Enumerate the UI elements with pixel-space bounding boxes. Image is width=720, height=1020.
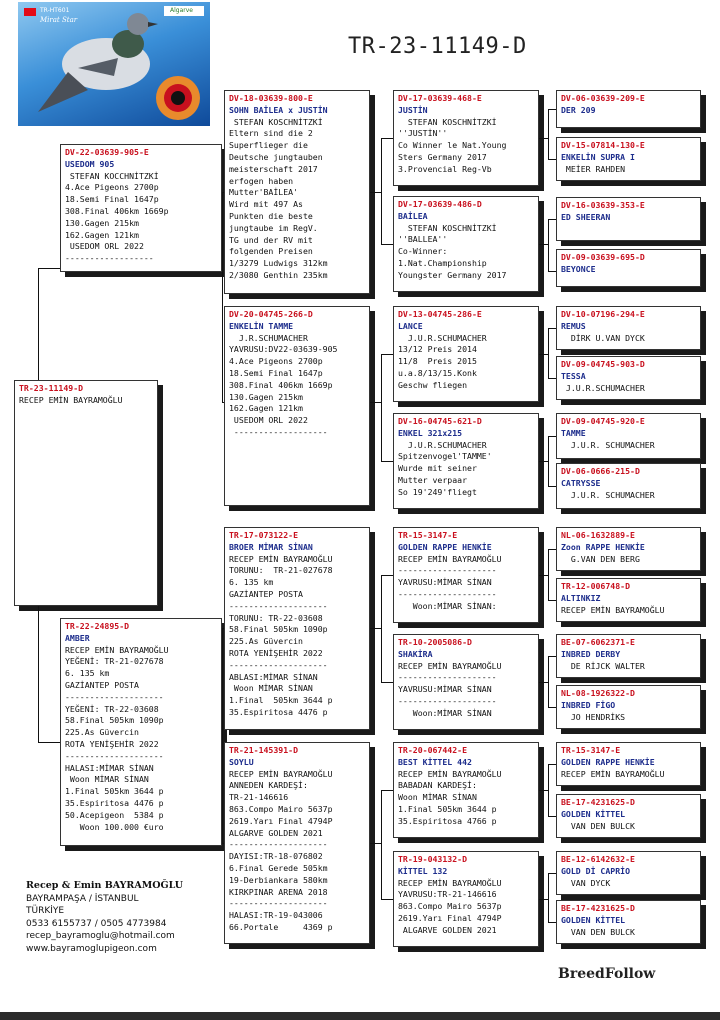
- info-line: meisterschaft 2017: [229, 163, 318, 174]
- bird-name: SHAKİRA: [398, 648, 433, 659]
- info-line: 225.As Güvercin: [65, 727, 139, 738]
- info-line: 18.Semi Final 1647p: [65, 194, 159, 205]
- connector-line: [548, 271, 556, 272]
- connector-line: [222, 192, 223, 402]
- connector-line: [548, 656, 556, 657]
- ring-number: DV-22-03639-905-E: [65, 147, 149, 157]
- info-line: 162.Gagen 121km: [229, 403, 303, 414]
- info-line: G.VAN DEN BERG: [561, 553, 640, 564]
- ring-number: TR-22-24895-D: [65, 621, 130, 631]
- info-line: RECEP EMİN BAYRAMOĞLU: [398, 660, 502, 671]
- bird-name: ED SHEERAN: [561, 211, 611, 222]
- info-line: RECEP EMİN BAYRAMOĞLU: [229, 553, 333, 564]
- sire-box: [60, 144, 222, 272]
- subject-box: [14, 380, 158, 606]
- info-line: 3.Provencial Reg-Vb: [398, 163, 492, 174]
- great-great-grandparent-box: [556, 306, 701, 350]
- great-great-grandparent-box: [556, 794, 701, 838]
- great-great-grandparent-box: [556, 578, 701, 622]
- owner-info: [26, 880, 183, 955]
- info-line: 66.Portale 4369 p: [229, 921, 333, 932]
- info-line: jungtaube im RegV.: [229, 222, 318, 233]
- bird-name: CATRYSSE: [561, 477, 601, 488]
- connector-line: [381, 461, 393, 462]
- info-line: Woon MİMAR SİNAN: [229, 683, 313, 694]
- connector-line: [548, 764, 556, 765]
- bird-name: JUSTİN: [398, 104, 428, 115]
- great-great-grandparent-box: [556, 90, 701, 128]
- info-line: Co Winner le Nat.Young: [398, 140, 507, 151]
- info-line: GAZİANTEP POSTA: [229, 588, 303, 599]
- info-line: 1.Final 505km 3644 p: [229, 695, 333, 706]
- brand-footer: BreedFollow: [558, 966, 656, 982]
- info-line: 308.Final 406km 1669p: [229, 379, 333, 390]
- info-line: YAVRUSU:DV22-03639-905: [229, 344, 338, 355]
- info-line: --------------------: [65, 750, 164, 761]
- connector-line: [38, 742, 60, 743]
- great-grandparent-box: [393, 196, 539, 292]
- great-great-grandparent-box: [556, 900, 701, 944]
- info-line: DE RİJCK WALTER: [561, 660, 645, 671]
- info-line: YAVRUSU:MİMAR SİNAN: [398, 684, 492, 695]
- ring-number: DV-15-07814-130-E: [561, 140, 645, 150]
- info-line: erfogen haben: [229, 175, 294, 186]
- info-line: KIRKPINAR ARENA 2018: [229, 886, 328, 897]
- info-line: 130.Gagen 215km: [65, 217, 139, 228]
- connector-line: [539, 138, 548, 139]
- info-line: 162.Gagen 121km: [65, 229, 139, 240]
- connector-line: [548, 600, 556, 601]
- info-line: 4.Ace Pigeons 2700p: [229, 356, 323, 367]
- info-line: YEĞENİ: TR-21-027678: [65, 656, 164, 667]
- ring-number: BE-17-4231625-D: [561, 797, 635, 807]
- info-line: Co-Winner:: [398, 246, 448, 257]
- bird-name: INBRED FİGO: [561, 699, 616, 710]
- bird-name: ALTINKIZ: [561, 592, 601, 603]
- connector-line: [539, 244, 548, 245]
- bird-name: ENKELİN TAMME: [229, 320, 294, 331]
- info-line: 1.Final 505km 3644 p: [65, 786, 164, 797]
- info-line: 35.Espiritosa 4476 p: [65, 797, 164, 808]
- bird-name: Zoon RAPPE HENKİE: [561, 541, 645, 552]
- connector-line: [222, 628, 224, 629]
- sire-sire-box: [224, 90, 370, 294]
- connector-line: [38, 606, 39, 742]
- ring-number: TR-23-11149-D: [19, 383, 84, 393]
- ring-number: TR-15-3147-E: [561, 745, 621, 755]
- connector-line: [548, 328, 549, 378]
- info-line: RECEP EMİN BAYRAMOĞLU: [561, 768, 665, 779]
- bird-name: SOYLU: [229, 756, 254, 767]
- great-great-grandparent-box: [556, 249, 701, 287]
- info-line: J.U.R. SCHUMACHER: [561, 439, 655, 450]
- info-line: 1.Final 505km 3644 p: [398, 803, 497, 814]
- info-line: J.U.R.SCHUMACHER: [398, 332, 487, 343]
- connector-line: [222, 402, 224, 403]
- connector-line: [370, 402, 381, 403]
- owner-phone: 0533 6155737 / 0505 4773984: [26, 918, 167, 929]
- ring-number: TR-19-043132-D: [398, 854, 468, 864]
- owner-line: TÜRKİYE: [26, 906, 65, 916]
- info-line: J.R.SCHUMACHER: [229, 332, 308, 343]
- info-line: ALGARVE GOLDEN 2021: [229, 827, 323, 838]
- info-line: -------------------: [229, 426, 328, 437]
- ring-number: DV-06-03639-209-E: [561, 93, 645, 103]
- connector-line: [539, 461, 548, 462]
- bird-name: DER 209: [561, 104, 596, 115]
- info-line: --------------------: [65, 691, 164, 702]
- connector-line: [381, 682, 393, 683]
- ring-number: TR-21-145391-D: [229, 745, 299, 755]
- info-line: VAN DEN BULCK: [561, 820, 635, 831]
- info-line: STEFAN KOCCHNİTZKİ: [65, 170, 159, 181]
- dam-sire-box: [224, 527, 370, 730]
- info-line: Mutter'BAİLEA': [229, 187, 299, 198]
- connector-line: [370, 192, 381, 193]
- ring-number: DV-16-04745-621-D: [398, 416, 482, 426]
- info-line: Woon 100.000 €uro: [65, 821, 164, 832]
- connector-line: [381, 790, 393, 791]
- great-great-grandparent-box: [556, 851, 701, 895]
- great-grandparent-box: [393, 413, 539, 509]
- connector-line: [539, 899, 548, 900]
- info-line: RECEP EMİN BAYRAMOĞLU: [19, 394, 123, 405]
- brand-small-text: TR-HT601: [40, 7, 70, 14]
- bottom-bar: [0, 1012, 720, 1020]
- info-line: Woon:MİMAR SİNAN:: [398, 600, 497, 611]
- ring-number: DV-13-04745-286-E: [398, 309, 482, 319]
- ring-number: DV-09-03639-695-D: [561, 252, 645, 262]
- info-line: HALASI:TR-19-043006: [229, 910, 323, 921]
- info-line: 1/3279 Ludwigs 312km: [229, 258, 328, 269]
- info-line: STEFAN KOSCHNİTZKİ: [398, 222, 497, 233]
- connector-line: [548, 764, 549, 816]
- connector-line: [548, 873, 556, 874]
- great-grandparent-box: [393, 527, 539, 623]
- info-line: 2619.Yarı Final 4794P: [229, 815, 333, 826]
- info-line: YEĞENİ: TR-22-03608: [65, 703, 159, 714]
- info-line: 863.Compo Mairo 5637p: [398, 901, 502, 912]
- owner-email[interactable]: recep_bayramoglu@hotmail.com: [26, 931, 175, 941]
- connector-line: [38, 268, 39, 380]
- info-line: Sters Germany 2017: [398, 151, 487, 162]
- connector-line: [548, 549, 549, 600]
- ring-number: DV-17-03639-468-E: [398, 93, 482, 103]
- bird-name: TESSA: [561, 370, 586, 381]
- info-line: RECEP EMİN BAYRAMOĞLU: [561, 604, 665, 615]
- info-line: Wurde mit seiner: [398, 463, 477, 474]
- info-line: So 19'249'fliegt: [398, 486, 477, 497]
- bird-name: GOLDEN KİTTEL: [561, 808, 626, 819]
- connector-line: [548, 922, 556, 923]
- bird-name: GOLDEN KİTTEL: [561, 914, 626, 925]
- info-line: ''BALLEA'': [398, 234, 448, 245]
- ring-number: TR-10-2005086-D: [398, 637, 472, 647]
- info-line: USEDOM ORL 2022: [229, 415, 308, 426]
- info-line: TORUNU: TR-22-03608: [229, 612, 323, 623]
- connector-line: [222, 628, 223, 843]
- great-great-grandparent-box: [556, 413, 701, 459]
- info-line: ABLASI:MİMAR SİNAN: [229, 671, 318, 682]
- dam-box: [60, 618, 222, 846]
- info-line: folgenden Preisen: [229, 246, 313, 257]
- bird-name: BEYONCE: [561, 263, 596, 274]
- info-line: YAVRUSU:MİMAR SİNAN: [398, 577, 492, 588]
- info-line: JO HENDRİKS: [561, 711, 626, 722]
- info-line: Punkten die beste: [229, 210, 313, 221]
- ring-number: DV-17-03639-486-D: [398, 199, 482, 209]
- connector-line: [548, 707, 556, 708]
- info-line: RECEP EMİN BAYRAMOĞLU: [229, 768, 333, 779]
- info-line: 50.Acepigeon 5384 p: [65, 809, 164, 820]
- connector-line: [222, 843, 224, 844]
- connector-line: [548, 219, 549, 271]
- bird-name: REMUS: [561, 320, 586, 331]
- info-line: 18.Semi Final 1647p: [229, 367, 323, 378]
- connector-line: [539, 575, 548, 576]
- info-line: 13/12 Preis 2014: [398, 344, 477, 355]
- bird-name: ENKEL 321x215: [398, 427, 463, 438]
- connector-line: [381, 790, 382, 899]
- info-line: RECEP EMİN BAYRAMOĞLU: [398, 553, 502, 564]
- info-line: ROTA YENİŞEHİR 2022: [65, 738, 159, 749]
- connector-line: [548, 219, 556, 220]
- info-line: RECEP EMİN BAYRAMOĞLU: [398, 877, 502, 888]
- info-line: VAN DYCK: [561, 877, 611, 888]
- info-line: TORUNU: TR-21-027678: [229, 565, 333, 576]
- info-line: J.U.R.SCHUMACHER: [561, 382, 645, 393]
- bird-name: SOHN BAİLEA x JUSTİN: [229, 104, 328, 115]
- great-great-grandparent-box: [556, 356, 701, 400]
- great-great-grandparent-box: [556, 634, 701, 678]
- great-grandparent-box: [393, 851, 539, 947]
- info-line: --------------------: [229, 600, 328, 611]
- info-line: DAYISI:TR-18-076802: [229, 851, 323, 862]
- connector-line: [381, 899, 393, 900]
- info-line: ------------------: [65, 253, 154, 264]
- great-great-grandparent-box: [556, 742, 701, 786]
- info-line: RECEP EMİN BAYRAMOĞLU: [65, 644, 169, 655]
- bird-name: GOLDEN RAPPE HENKİE: [398, 541, 492, 552]
- info-line: TG und der RV mit: [229, 234, 313, 245]
- info-line: 1.Nat.Championship: [398, 257, 487, 268]
- info-line: Superflieger die: [229, 140, 308, 151]
- bird-name: TAMME: [561, 427, 586, 438]
- info-line: Eltern sind die 2: [229, 128, 313, 139]
- ring-number: NL-08-1926322-D: [561, 688, 635, 698]
- connector-line: [548, 436, 549, 486]
- connector-line: [548, 436, 556, 437]
- info-line: --------------------: [398, 565, 497, 576]
- info-line: 35.Espiritosa 4476 p: [229, 706, 328, 717]
- bird-name: KİTTEL 132: [398, 865, 448, 876]
- page-title: TR-23-11149-D: [348, 34, 527, 59]
- info-line: Mutter verpaar: [398, 474, 468, 485]
- info-line: --------------------: [229, 839, 328, 850]
- partner-logo-text: Algarve: [170, 7, 193, 14]
- connector-line: [38, 268, 60, 269]
- info-line: --------------------: [398, 672, 497, 683]
- ring-number: DV-09-04745-903-D: [561, 359, 645, 369]
- info-line: J.U.R. SCHUMACHER: [561, 489, 655, 500]
- ring-number: DV-06-0666-215-D: [561, 466, 640, 476]
- great-grandparent-box: [393, 90, 539, 186]
- info-line: Woon MİMAR SİNAN: [398, 792, 477, 803]
- info-line: 6. 135 km: [229, 577, 274, 588]
- info-line: BABADAN KARDEŞİ:: [398, 780, 477, 791]
- info-line: u.a.8/13/15.Konk: [398, 367, 477, 378]
- sire-dam-box: [224, 306, 370, 506]
- info-line: YAVRUSU:TR-21-146616: [398, 889, 497, 900]
- info-line: ''JUSTİN'': [398, 128, 448, 139]
- ring-number: TR-15-3147-E: [398, 530, 458, 540]
- info-line: --------------------: [229, 898, 328, 909]
- info-line: Wird mit 497 As: [229, 199, 303, 210]
- info-line: 19-Derbiankara 580km: [229, 874, 328, 885]
- great-great-grandparent-box: [556, 527, 701, 571]
- info-line: 4.Ace Pigeons 2700p: [65, 182, 159, 193]
- connector-line: [381, 575, 393, 576]
- connector-line: [548, 816, 556, 817]
- info-line: 2619.Yarı Final 4794P: [398, 912, 502, 923]
- info-line: 6.Final Gerede 505km: [229, 862, 328, 873]
- info-line: ANNEDEN KARDEŞİ:: [229, 780, 308, 791]
- bird-name: INBRED DERBY: [561, 648, 621, 659]
- header-logo-image: [18, 2, 210, 126]
- connector-line: [548, 486, 556, 487]
- great-grandparent-box: [393, 306, 539, 402]
- info-line: Woon:MİMAR SİNAN: [398, 707, 492, 718]
- connector-line: [381, 244, 393, 245]
- great-great-grandparent-box: [556, 463, 701, 509]
- great-great-grandparent-box: [556, 197, 701, 241]
- ring-number: TR-20-067442-E: [398, 745, 468, 755]
- bird-name: GOLD Dİ CAPRİO: [561, 865, 631, 876]
- dam-dam-box: [224, 742, 370, 944]
- info-line: RECEP EMİN BAYRAMOĞLU: [398, 768, 502, 779]
- info-line: --------------------: [398, 588, 497, 599]
- bird-name: BAİLEA: [398, 210, 428, 221]
- ring-number: TR-12-006748-D: [561, 581, 631, 591]
- info-line: 863.Compo Mairo 5637p: [229, 803, 333, 814]
- connector-line: [548, 549, 556, 550]
- info-line: DİRK U.VAN DYCK: [561, 332, 645, 343]
- owner-name: Recep & Emin BAYRAMOĞLU: [26, 880, 184, 891]
- connector-line: [539, 790, 548, 791]
- connector-line: [548, 328, 556, 329]
- info-line: 58.Final 505km 1090p: [65, 715, 164, 726]
- connector-line: [548, 873, 549, 922]
- info-line: 130.Gagen 215km: [229, 391, 303, 402]
- info-line: MEİER RAHDEN: [561, 163, 626, 174]
- ring-number: DV-18-03639-800-E: [229, 93, 313, 103]
- info-line: 6. 135 km: [65, 668, 110, 679]
- bird-name: BEST KİTTEL 442: [398, 756, 472, 767]
- info-line: --------------------: [229, 659, 328, 670]
- info-line: J.U.R.SCHUMACHER: [398, 439, 487, 450]
- info-line: TR-21-146616: [229, 792, 289, 803]
- great-great-grandparent-box: [556, 137, 701, 181]
- bird-name: AMBER: [65, 632, 90, 643]
- ring-number: DV-09-04745-920-E: [561, 416, 645, 426]
- connector-line: [539, 682, 548, 683]
- info-line: VAN DEN BULCK: [561, 926, 635, 937]
- connector-line: [381, 575, 382, 682]
- info-line: 58.Final 505km 1090p: [229, 624, 328, 635]
- connector-line: [381, 138, 382, 244]
- ring-number: TR-17-073122-E: [229, 530, 299, 540]
- ring-number: BE-12-6142632-E: [561, 854, 635, 864]
- ring-number: BE-17-4231625-D: [561, 903, 635, 913]
- connector-line: [222, 192, 224, 193]
- info-line: Geschw fliegen: [398, 379, 468, 390]
- ring-number: DV-10-07196-294-E: [561, 309, 645, 319]
- connector-line: [548, 378, 556, 379]
- ring-number: BE-07-6062371-E: [561, 637, 635, 647]
- info-line: Woon MİMAR SİNAN: [65, 774, 149, 785]
- info-line: Spitzenvogel'TAMME': [398, 451, 492, 462]
- bird-name: GOLDEN RAPPE HENKİE: [561, 756, 655, 767]
- owner-line: BAYRAMPAŞA / İSTANBUL: [26, 893, 139, 904]
- great-great-grandparent-box: [556, 685, 701, 729]
- connector-line: [381, 354, 382, 461]
- connector-line: [548, 656, 549, 707]
- info-line: 308.Final 406km 1669p: [65, 205, 169, 216]
- bird-name: ENKELİN SUPRA I: [561, 151, 635, 162]
- info-line: HALASI:MİMAR SİNAN: [65, 762, 154, 773]
- connector-line: [548, 109, 556, 110]
- info-line: GAZİANTEP POSTA: [65, 679, 139, 690]
- bird-name: LANCE: [398, 320, 423, 331]
- ring-number: NL-06-1632889-E: [561, 530, 635, 540]
- info-line: Youngster Germany 2017: [398, 269, 507, 280]
- info-line: --------------------: [398, 695, 497, 706]
- connector-line: [381, 138, 393, 139]
- connector-line: [548, 159, 556, 160]
- info-line: 225.As Güvercin: [229, 636, 303, 647]
- connector-line: [370, 628, 381, 629]
- brand-name-text: Mirat Star: [40, 16, 78, 24]
- ring-number: DV-16-03639-353-E: [561, 200, 645, 210]
- great-grandparent-box: [393, 634, 539, 730]
- info-line: ALGARVE GOLDEN 2021: [398, 924, 497, 935]
- info-line: 2/3080 Genthin 235km: [229, 269, 328, 280]
- great-grandparent-box: [393, 742, 539, 838]
- info-line: STEFAN KOSCHNİTZKİ: [398, 116, 497, 127]
- connector-line: [539, 354, 548, 355]
- info-line: USEDOM ORL 2022: [65, 241, 144, 252]
- bird-name: USEDOM 905: [65, 158, 115, 169]
- info-line: 35.Espiritosa 4766 p: [398, 815, 497, 826]
- ring-number: DV-20-04745-266-D: [229, 309, 313, 319]
- info-line: 11/8 Preis 2015: [398, 356, 477, 367]
- info-line: STEFAN KOSCHNİTZKİ: [229, 116, 323, 127]
- bird-name: BROER MİMAR SİNAN: [229, 541, 313, 552]
- owner-website[interactable]: www.bayramoglupigeon.com: [26, 943, 157, 954]
- connector-line: [370, 843, 381, 844]
- info-line: ROTA YENİŞEHİR 2022: [229, 647, 323, 658]
- connector-line: [548, 109, 549, 159]
- connector-line: [381, 354, 393, 355]
- info-line: Deutsche jungtauben: [229, 151, 323, 162]
